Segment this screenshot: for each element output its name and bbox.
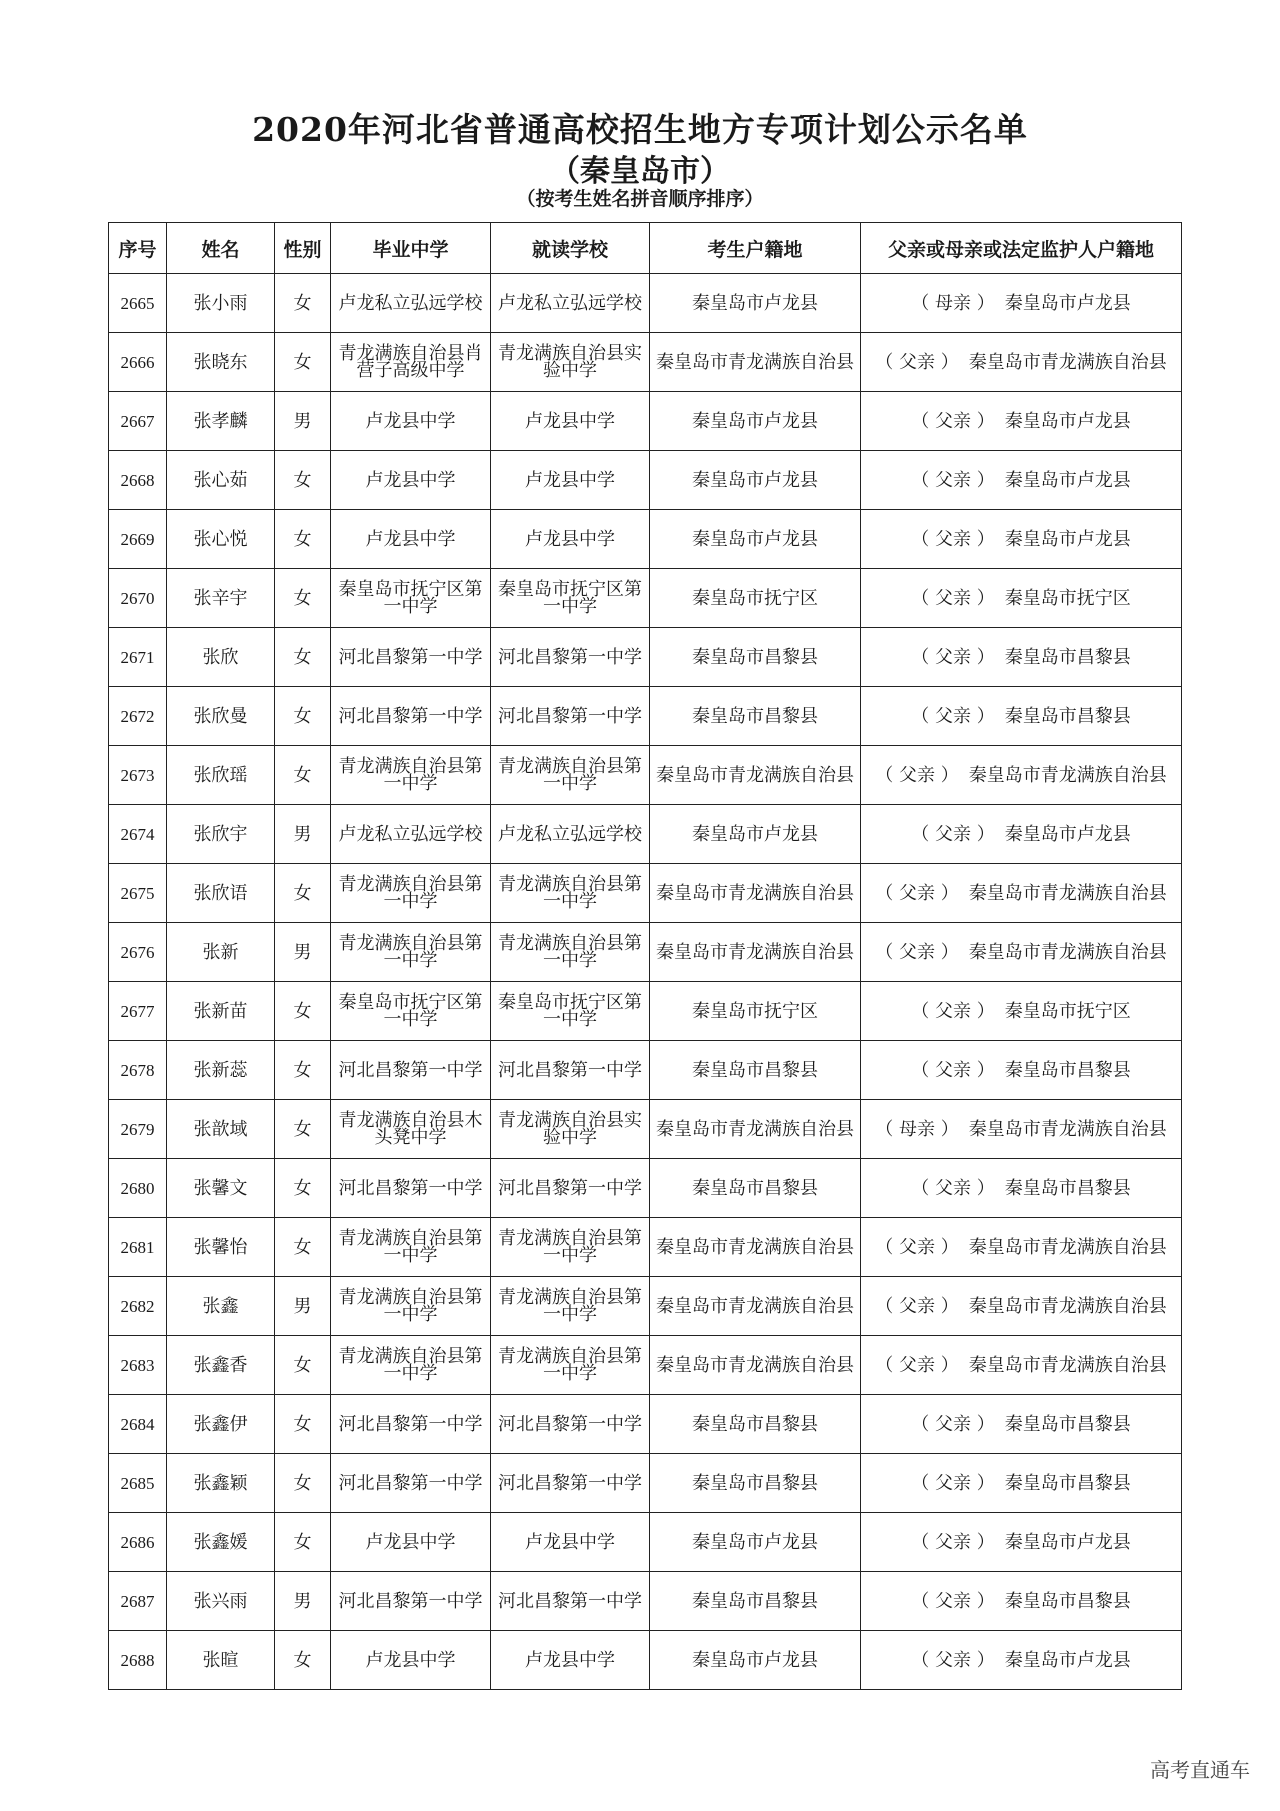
cell-school: 卢龙县中学 [491,451,650,510]
cell-gender: 女 [275,451,331,510]
cell-guardian [861,1572,1182,1631]
cell-grad-school: 青龙满族自治县第一中学 [331,923,491,982]
cell-school: 河北昌黎第一中学 [491,1572,650,1631]
cell-guardian [861,746,1182,805]
guardian-relation: （ 父亲 ） [911,528,995,550]
cell-name: 张馨怡 [167,1218,275,1277]
watermark-text: 高考直通车 [1150,1758,1250,1782]
guardian-hukou: 秦皇岛市昌黎县 [1004,1059,1131,1081]
cell-no: 2665 [109,274,167,333]
cell-no: 2687 [109,1572,167,1631]
cell-name: 张欣瑶 [167,746,275,805]
cell-hukou: 秦皇岛市卢龙县 [650,392,861,451]
cell-name: 张欣曼 [167,687,275,746]
cell-hukou: 秦皇岛市青龙满族自治县 [650,864,861,923]
cell-school: 青龙满族自治县实验中学 [491,1100,650,1159]
guardian-relation: （ 父亲 ） [911,1472,995,1494]
cell-grad-school: 卢龙县中学 [331,1631,491,1690]
guardian-relation: （ 父亲 ） [911,646,995,668]
cell-guardian [861,982,1182,1041]
table-row [109,805,1182,864]
guardian-relation: （ 父亲 ） [911,410,995,432]
table-row [109,923,1182,982]
cell-gender: 女 [275,628,331,687]
cell-no: 2683 [109,1336,167,1395]
table-row [109,1572,1182,1631]
cell-hukou: 秦皇岛市卢龙县 [650,274,861,333]
cell-name: 张欣语 [167,864,275,923]
roster-table [108,222,1182,1690]
cell-name: 张新 [167,923,275,982]
cell-grad-school: 卢龙县中学 [331,392,491,451]
cell-grad-school: 秦皇岛市抚宁区第一中学 [331,982,491,1041]
cell-grad-school: 卢龙县中学 [331,451,491,510]
cell-grad-school: 卢龙县中学 [331,1513,491,1572]
cell-no: 2672 [109,687,167,746]
guardian-hukou: 秦皇岛市昌黎县 [1004,1590,1131,1612]
cell-gender: 女 [275,510,331,569]
cell-guardian [861,864,1182,923]
cell-school: 青龙满族自治县第一中学 [491,923,650,982]
guardian-relation: （ 父亲 ） [911,1177,995,1199]
guardian-hukou: 秦皇岛市卢龙县 [1004,410,1131,432]
cell-hukou: 秦皇岛市昌黎县 [650,1572,861,1631]
cell-gender: 男 [275,923,331,982]
guardian-hukou: 秦皇岛市青龙满族自治县 [968,1354,1167,1376]
cell-gender: 女 [275,1454,331,1513]
cell-no: 2682 [109,1277,167,1336]
table-row [109,510,1182,569]
cell-no: 2681 [109,1218,167,1277]
cell-guardian [861,1454,1182,1513]
table-row [109,451,1182,510]
cell-school: 青龙满族自治县第一中学 [491,746,650,805]
cell-guardian [861,1631,1182,1690]
guardian-relation: （ 父亲 ） [911,1059,995,1081]
guardian-relation: （ 父亲 ） [911,1413,995,1435]
cell-school: 河北昌黎第一中学 [491,1395,650,1454]
cell-hukou: 秦皇岛市青龙满族自治县 [650,1100,861,1159]
table-body [109,274,1182,1690]
cell-guardian [861,1041,1182,1100]
cell-gender: 女 [275,333,331,392]
cell-name: 张小雨 [167,274,275,333]
table-row [109,864,1182,923]
cell-hukou: 秦皇岛市青龙满族自治县 [650,923,861,982]
table-row [109,982,1182,1041]
table-row [109,1336,1182,1395]
cell-gender: 女 [275,1395,331,1454]
cell-no: 2675 [109,864,167,923]
cell-grad-school: 卢龙私立弘远学校 [331,805,491,864]
cell-gender: 女 [275,1631,331,1690]
page-title: 2020年河北省普通高校招生地方专项计划公示名单 [252,110,1028,149]
cell-grad-school: 青龙满族自治县第一中学 [331,1277,491,1336]
guardian-hukou: 秦皇岛市青龙满族自治县 [968,1295,1167,1317]
guardian-hukou: 秦皇岛市抚宁区 [1004,587,1131,609]
cell-hukou: 秦皇岛市卢龙县 [650,451,861,510]
guardian-hukou: 秦皇岛市昌黎县 [1004,1472,1131,1494]
guardian-relation: （ 母亲 ） [875,1118,959,1140]
cell-gender: 女 [275,1336,331,1395]
cell-grad-school: 秦皇岛市抚宁区第一中学 [331,569,491,628]
cell-school: 卢龙县中学 [491,392,650,451]
table-header [109,223,1182,274]
table-row [109,1218,1182,1277]
cell-grad-school: 青龙满族自治县肖营子高级中学 [331,333,491,392]
cell-school: 河北昌黎第一中学 [491,1159,650,1218]
cell-guardian [861,1100,1182,1159]
column-header-grad-school: 毕业中学 [331,223,491,274]
cell-guardian [861,1218,1182,1277]
cell-gender: 女 [275,687,331,746]
cell-guardian [861,628,1182,687]
guardian-relation: （ 父亲 ） [875,1236,959,1258]
cell-gender: 女 [275,569,331,628]
cell-no: 2684 [109,1395,167,1454]
cell-no: 2677 [109,982,167,1041]
guardian-relation: （ 父亲 ） [875,1295,959,1317]
cell-hukou: 秦皇岛市青龙满族自治县 [650,333,861,392]
table-row [109,1277,1182,1336]
cell-school: 卢龙县中学 [491,1513,650,1572]
guardian-relation: （ 母亲 ） [911,292,995,314]
cell-school: 青龙满族自治县第一中学 [491,1277,650,1336]
cell-hukou: 秦皇岛市抚宁区 [650,982,861,1041]
table-row [109,274,1182,333]
cell-no: 2668 [109,451,167,510]
cell-no: 2678 [109,1041,167,1100]
cell-name: 张鑫媛 [167,1513,275,1572]
cell-guardian [861,1513,1182,1572]
table-row [109,1454,1182,1513]
guardian-hukou: 秦皇岛市青龙满族自治县 [968,351,1167,373]
cell-name: 张歆域 [167,1100,275,1159]
cell-gender: 女 [275,274,331,333]
guardian-hukou: 秦皇岛市青龙满族自治县 [968,764,1167,786]
cell-gender: 男 [275,392,331,451]
cell-gender: 女 [275,1041,331,1100]
table-row [109,1100,1182,1159]
cell-grad-school: 青龙满族自治县第一中学 [331,746,491,805]
guardian-relation: （ 父亲 ） [911,823,995,845]
cell-school: 卢龙县中学 [491,510,650,569]
cell-hukou: 秦皇岛市卢龙县 [650,510,861,569]
cell-hukou: 秦皇岛市青龙满族自治县 [650,1336,861,1395]
guardian-hukou: 秦皇岛市卢龙县 [1004,1531,1131,1553]
guardian-hukou: 秦皇岛市青龙满族自治县 [968,1118,1167,1140]
cell-gender: 男 [275,805,331,864]
cell-gender: 女 [275,746,331,805]
cell-gender: 女 [275,1513,331,1572]
column-header-no: 序号 [109,223,167,274]
cell-school: 青龙满族自治县第一中学 [491,1336,650,1395]
cell-school: 河北昌黎第一中学 [491,1454,650,1513]
cell-name: 张鑫 [167,1277,275,1336]
cell-grad-school: 河北昌黎第一中学 [331,1159,491,1218]
cell-name: 张鑫颖 [167,1454,275,1513]
guardian-relation: （ 父亲 ） [911,469,995,491]
cell-school: 河北昌黎第一中学 [491,687,650,746]
guardian-relation: （ 父亲 ） [875,764,959,786]
cell-hukou: 秦皇岛市昌黎县 [650,628,861,687]
cell-school: 卢龙私立弘远学校 [491,274,650,333]
cell-hukou: 秦皇岛市昌黎县 [650,1159,861,1218]
cell-guardian [861,1336,1182,1395]
sort-note: （按考生姓名拼音顺序排序） [516,188,764,210]
cell-grad-school: 青龙满族自治县木头凳中学 [331,1100,491,1159]
cell-name: 张新苗 [167,982,275,1041]
cell-school: 秦皇岛市抚宁区第一中学 [491,569,650,628]
table-row [109,687,1182,746]
column-header-name: 姓名 [167,223,275,274]
table-row [109,1631,1182,1690]
guardian-relation: （ 父亲 ） [911,1590,995,1612]
guardian-relation: （ 父亲 ） [875,941,959,963]
cell-school: 青龙满族自治县第一中学 [491,864,650,923]
guardian-relation: （ 父亲 ） [875,882,959,904]
cell-name: 张欣 [167,628,275,687]
guardian-hukou: 秦皇岛市昌黎县 [1004,705,1131,727]
cell-grad-school: 青龙满族自治县第一中学 [331,1218,491,1277]
column-header-gender: 性别 [275,223,331,274]
guardian-relation: （ 父亲 ） [911,587,995,609]
cell-school: 河北昌黎第一中学 [491,1041,650,1100]
cell-hukou: 秦皇岛市卢龙县 [650,1513,861,1572]
page-subtitle: （秦皇岛市） [550,154,730,189]
cell-no: 2688 [109,1631,167,1690]
table-row [109,628,1182,687]
cell-hukou: 秦皇岛市卢龙县 [650,805,861,864]
cell-gender: 女 [275,1100,331,1159]
table-row [109,1513,1182,1572]
cell-name: 张孝麟 [167,392,275,451]
cell-gender: 男 [275,1572,331,1631]
cell-guardian [861,923,1182,982]
column-header-guardian-hukou: 父亲或母亲或法定监护人户籍地 [861,223,1182,274]
cell-grad-school: 青龙满族自治县第一中学 [331,1336,491,1395]
cell-school: 青龙满族自治县第一中学 [491,1218,650,1277]
cell-hukou: 秦皇岛市卢龙县 [650,1631,861,1690]
cell-guardian [861,569,1182,628]
cell-no: 2673 [109,746,167,805]
cell-no: 2680 [109,1159,167,1218]
guardian-hukou: 秦皇岛市昌黎县 [1004,1413,1131,1435]
cell-school: 卢龙县中学 [491,1631,650,1690]
guardian-hukou: 秦皇岛市卢龙县 [1004,528,1131,550]
guardian-relation: （ 父亲 ） [875,1354,959,1376]
guardian-relation: （ 父亲 ） [875,351,959,373]
cell-grad-school: 河北昌黎第一中学 [331,1572,491,1631]
guardian-hukou: 秦皇岛市昌黎县 [1004,646,1131,668]
guardian-hukou: 秦皇岛市卢龙县 [1004,469,1131,491]
table-row [109,1395,1182,1454]
cell-school: 秦皇岛市抚宁区第一中学 [491,982,650,1041]
cell-name: 张鑫伊 [167,1395,275,1454]
cell-no: 2666 [109,333,167,392]
cell-guardian [861,1159,1182,1218]
cell-hukou: 秦皇岛市青龙满族自治县 [650,1218,861,1277]
cell-hukou: 秦皇岛市抚宁区 [650,569,861,628]
cell-no: 2676 [109,923,167,982]
cell-no: 2679 [109,1100,167,1159]
cell-guardian [861,392,1182,451]
table-row [109,333,1182,392]
cell-grad-school: 河北昌黎第一中学 [331,1041,491,1100]
cell-school: 卢龙私立弘远学校 [491,805,650,864]
cell-grad-school: 卢龙县中学 [331,510,491,569]
guardian-hukou: 秦皇岛市卢龙县 [1004,292,1131,314]
table-row [109,392,1182,451]
cell-gender: 男 [275,1277,331,1336]
cell-name: 张馨文 [167,1159,275,1218]
guardian-relation: （ 父亲 ） [911,705,995,727]
guardian-relation: （ 父亲 ） [911,1000,995,1022]
cell-name: 张兴雨 [167,1572,275,1631]
cell-hukou: 秦皇岛市青龙满族自治县 [650,1277,861,1336]
cell-grad-school: 河北昌黎第一中学 [331,1454,491,1513]
guardian-hukou: 秦皇岛市青龙满族自治县 [968,882,1167,904]
cell-grad-school: 卢龙私立弘远学校 [331,274,491,333]
guardian-hukou: 秦皇岛市青龙满族自治县 [968,1236,1167,1258]
guardian-relation: （ 父亲 ） [911,1531,995,1553]
guardian-hukou: 秦皇岛市卢龙县 [1004,823,1131,845]
cell-guardian [861,805,1182,864]
cell-hukou: 秦皇岛市昌黎县 [650,1395,861,1454]
cell-name: 张辛宇 [167,569,275,628]
cell-no: 2685 [109,1454,167,1513]
guardian-hukou: 秦皇岛市青龙满族自治县 [968,941,1167,963]
cell-hukou: 秦皇岛市昌黎县 [650,1041,861,1100]
cell-no: 2667 [109,392,167,451]
cell-name: 张鑫香 [167,1336,275,1395]
cell-guardian [861,687,1182,746]
guardian-hukou: 秦皇岛市抚宁区 [1004,1000,1131,1022]
cell-name: 张晓东 [167,333,275,392]
cell-guardian [861,510,1182,569]
cell-guardian [861,274,1182,333]
column-header-hukou: 考生户籍地 [650,223,861,274]
cell-grad-school: 河北昌黎第一中学 [331,687,491,746]
cell-school: 河北昌黎第一中学 [491,628,650,687]
cell-hukou: 秦皇岛市青龙满族自治县 [650,746,861,805]
cell-name: 张欣宇 [167,805,275,864]
cell-no: 2671 [109,628,167,687]
guardian-hukou: 秦皇岛市昌黎县 [1004,1177,1131,1199]
cell-name: 张暄 [167,1631,275,1690]
cell-grad-school: 青龙满族自治县第一中学 [331,864,491,923]
cell-guardian [861,1277,1182,1336]
cell-no: 2686 [109,1513,167,1572]
table-row [109,1159,1182,1218]
cell-gender: 女 [275,864,331,923]
cell-guardian [861,333,1182,392]
guardian-hukou: 秦皇岛市卢龙县 [1004,1649,1131,1671]
cell-gender: 女 [275,1218,331,1277]
header-row [109,223,1182,274]
table-row [109,569,1182,628]
cell-gender: 女 [275,982,331,1041]
cell-grad-school: 河北昌黎第一中学 [331,628,491,687]
cell-grad-school: 河北昌黎第一中学 [331,1395,491,1454]
cell-guardian [861,1395,1182,1454]
guardian-relation: （ 父亲 ） [911,1649,995,1671]
cell-guardian [861,451,1182,510]
cell-name: 张心悦 [167,510,275,569]
cell-hukou: 秦皇岛市昌黎县 [650,687,861,746]
table-row [109,1041,1182,1100]
cell-no: 2669 [109,510,167,569]
cell-no: 2674 [109,805,167,864]
cell-school: 青龙满族自治县实验中学 [491,333,650,392]
cell-no: 2670 [109,569,167,628]
column-header-school: 就读学校 [491,223,650,274]
cell-name: 张新蕊 [167,1041,275,1100]
cell-gender: 女 [275,1159,331,1218]
cell-name: 张心茹 [167,451,275,510]
table-row [109,746,1182,805]
cell-hukou: 秦皇岛市昌黎县 [650,1454,861,1513]
